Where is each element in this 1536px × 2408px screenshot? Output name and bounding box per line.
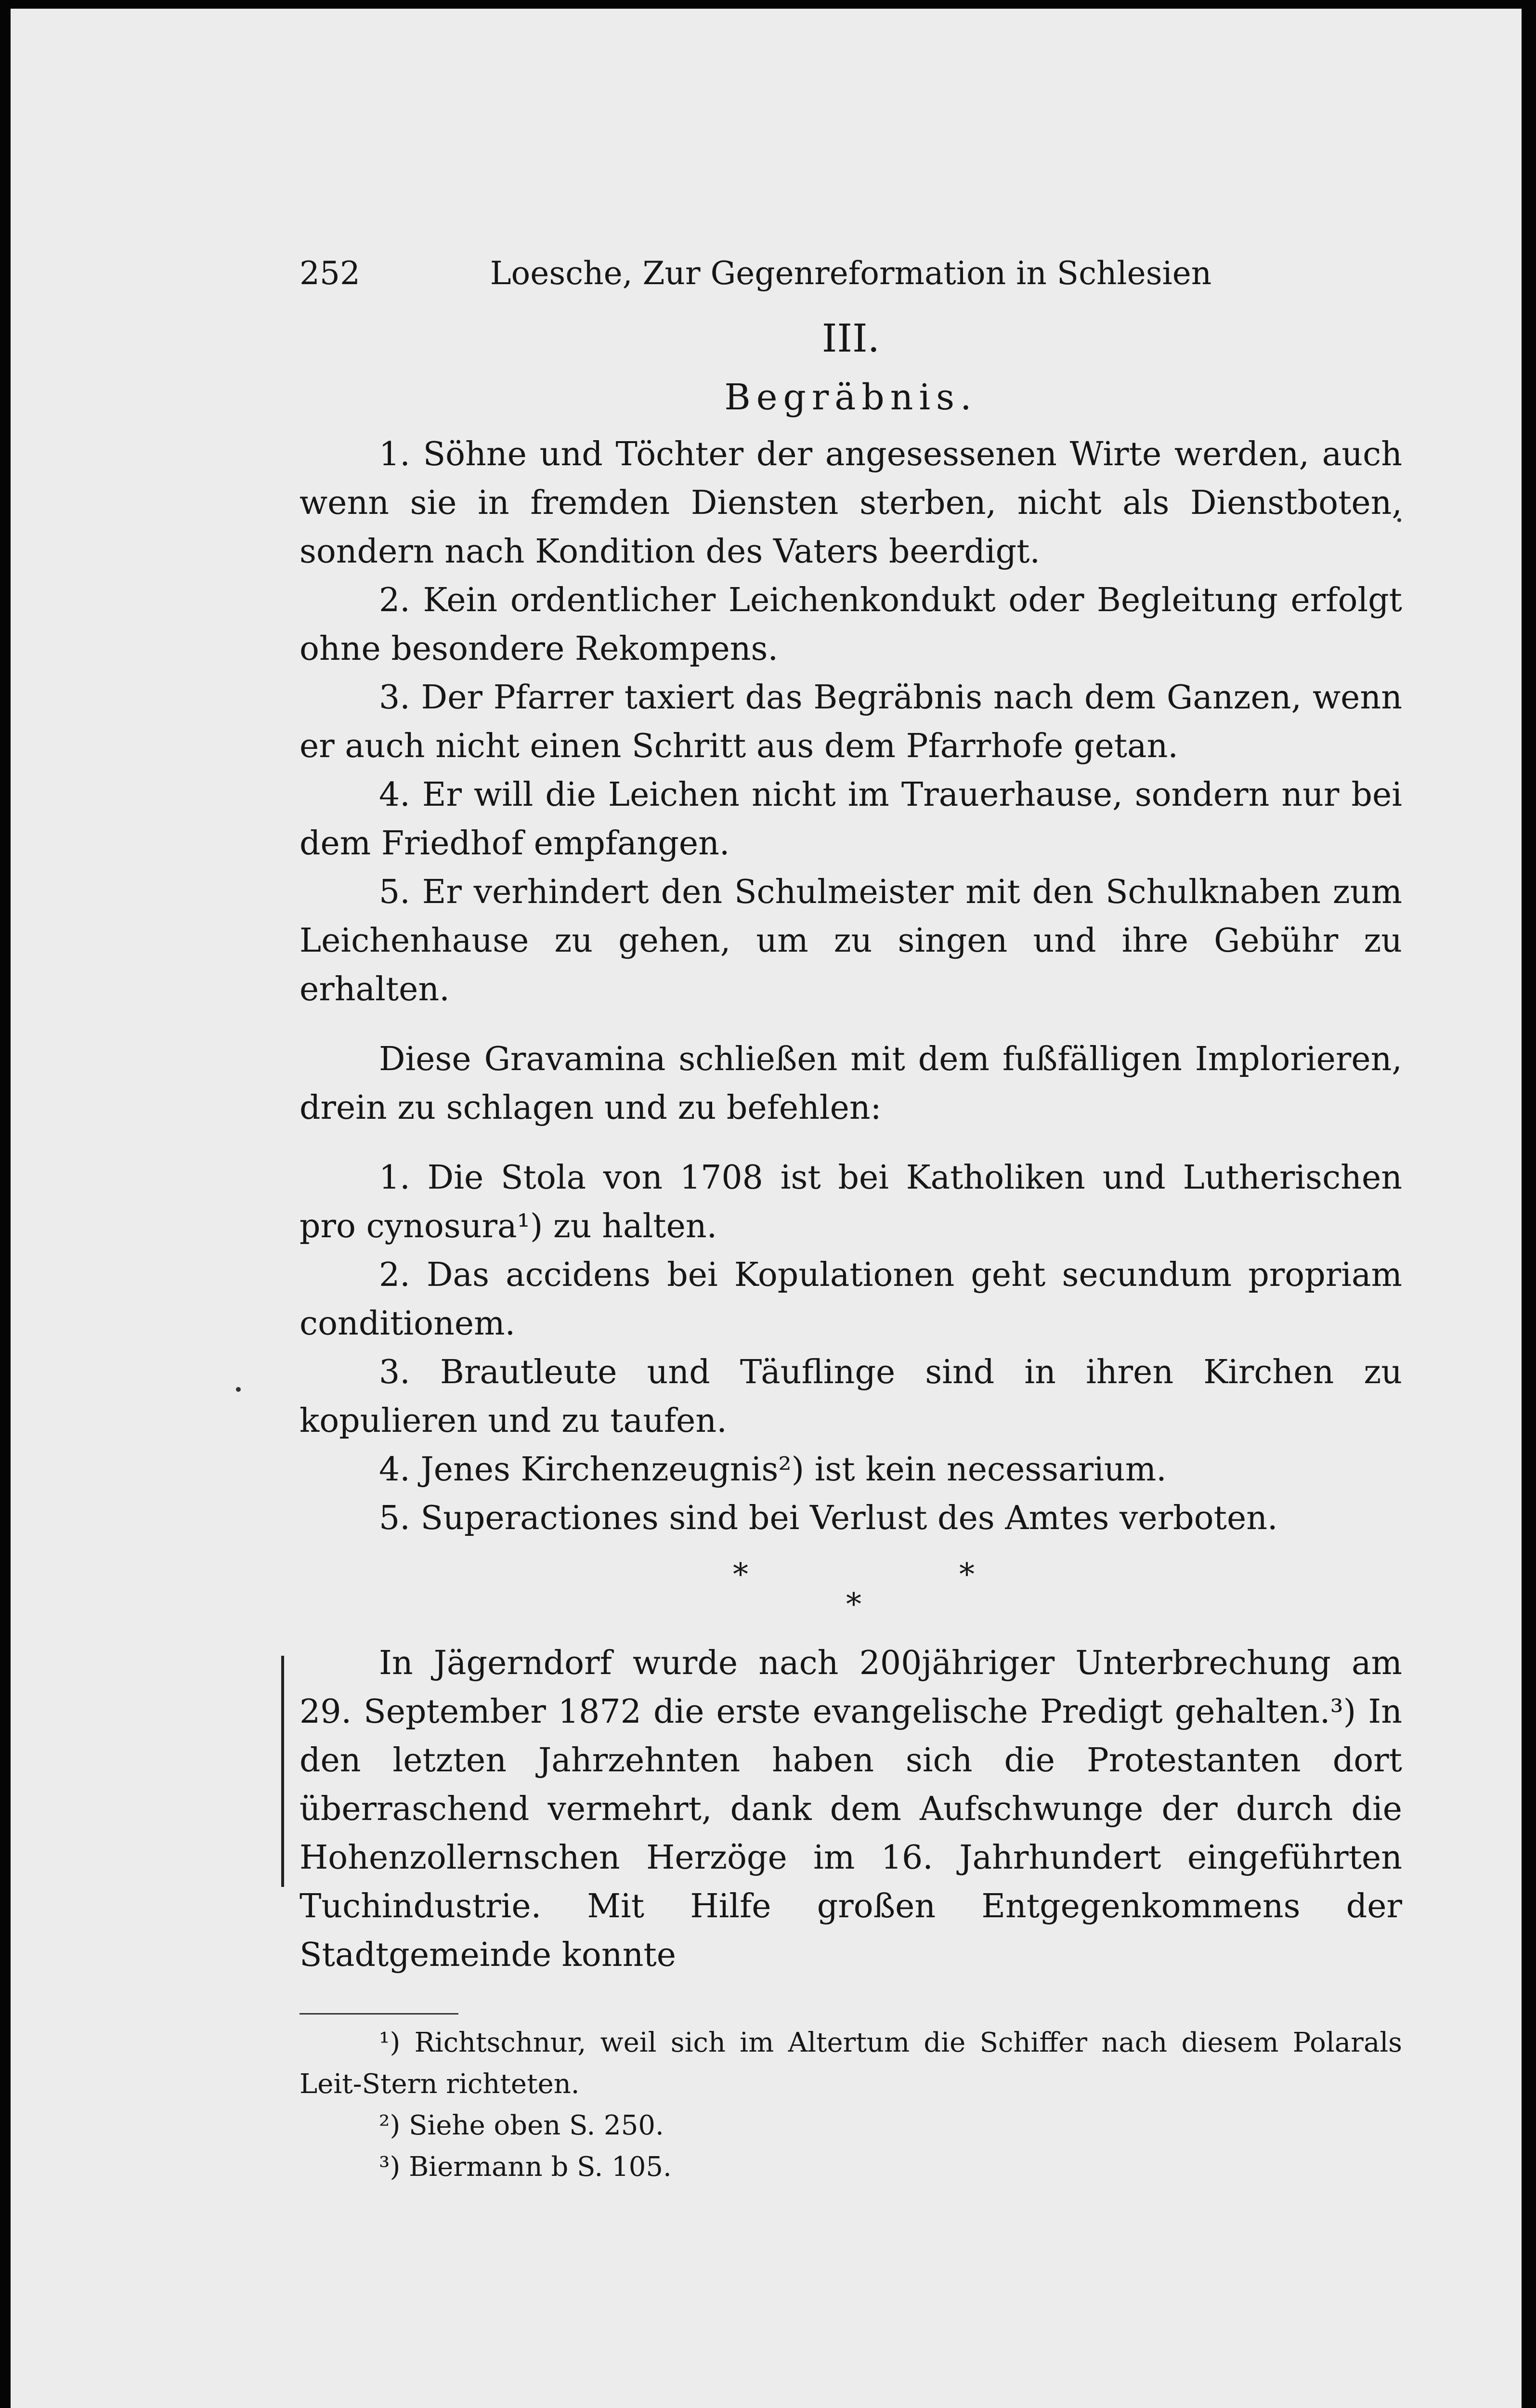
page-number: 252 [299,255,360,292]
book-page [11,9,1522,2408]
burial-item: 1. Söhne und Töchter der angesessenen Wirte werden, auch wenn sie in fremden Diensten sterben, nicht als Dienstboten, sondern nach Kondition des Vaters beerdigt. [299,435,1402,571]
page-content [299,245,1402,2188]
burial-item: 5. Er verhindert den Schulmeister mit den Schulknaben zum Leichenhause zu gehen, um zu singen und ihre Gebühr zu erhalten. [299,873,1402,1008]
footnote: ²) Siehe oben S. 250. [379,2110,664,2141]
demand-item: 1. Die Stola von 1708 ist bei Katholiken und Lutherischen pro cynosura¹) zu halten. [299,1159,1402,1245]
separator-star: * [733,1557,748,1593]
section-number: III. [821,316,880,361]
running-header [299,245,1402,302]
burial-item: 4. Er will die Leichen nicht im Trauerhause, sondern nur bei dem Friedhof empfangen. [299,776,1402,863]
conclusion-paragraph: Diese Gravamina schließen mit dem fußfälligen Implorieren, drein zu schlagen und zu befehlen: [299,1040,1402,1127]
burial-item: 3. Der Pfarrer taxiert das Begräbnis nach dem Ganzen, wenn er auch nicht einen Schritt aus dem Pfarrhofe getan. [299,679,1402,765]
separator-star: * [959,1557,975,1593]
closing-paragraph: In Jägerndorf wurde nach 200jähriger Unterbrechung am 29. September 1872 die erste evangelische Predigt gehalten.³) In den letzten Jahrzehnten haben sich die Protestanten dort überraschend vermehrt, dank dem Aufschwunge der durch die Hohenzollernschen Herzöge im 16. Jahrhundert eingeführten Tuchindustrie. Mit Hilfe großen Entgegenkommens der Stadtgemeinde konnte [299,1644,1402,1974]
section-separator [299,1557,1402,1639]
footnote: ¹) Richtschnur, weil sich im Altertum die Schiffer nach diesem Polarals Leit-Stern richteten. [299,2027,1402,2100]
running-title: Loesche, Zur Gegenreformation in Schlesien [490,255,1212,292]
demand-item: 5. Superactiones sind bei Verlust des Amtes verboten. [379,1499,1278,1537]
demand-item: 3. Brautleute und Täuflinge sind in ihren Kirchen zu kopulieren und zu taufen. [299,1353,1402,1440]
footnote-rule [299,2013,458,2015]
scan-speck [236,1387,241,1392]
demand-item: 2. Das accidens bei Kopulationen geht secundum propriam conditionem. [299,1256,1402,1343]
burial-item: 2. Kein ordentlicher Leichenkondukt oder Begleitung erfolgt ohne besondere Rekompens. [299,581,1402,668]
margin-pencil-mark [281,1656,284,1887]
demand-item: 4. Jenes Kirchenzeugnis²) ist kein necessarium. [379,1451,1167,1489]
section-title: Begräbnis. [724,377,977,418]
footnote: ³) Biermann b S. 105. [379,2151,672,2183]
separator-star: * [846,1587,861,1623]
